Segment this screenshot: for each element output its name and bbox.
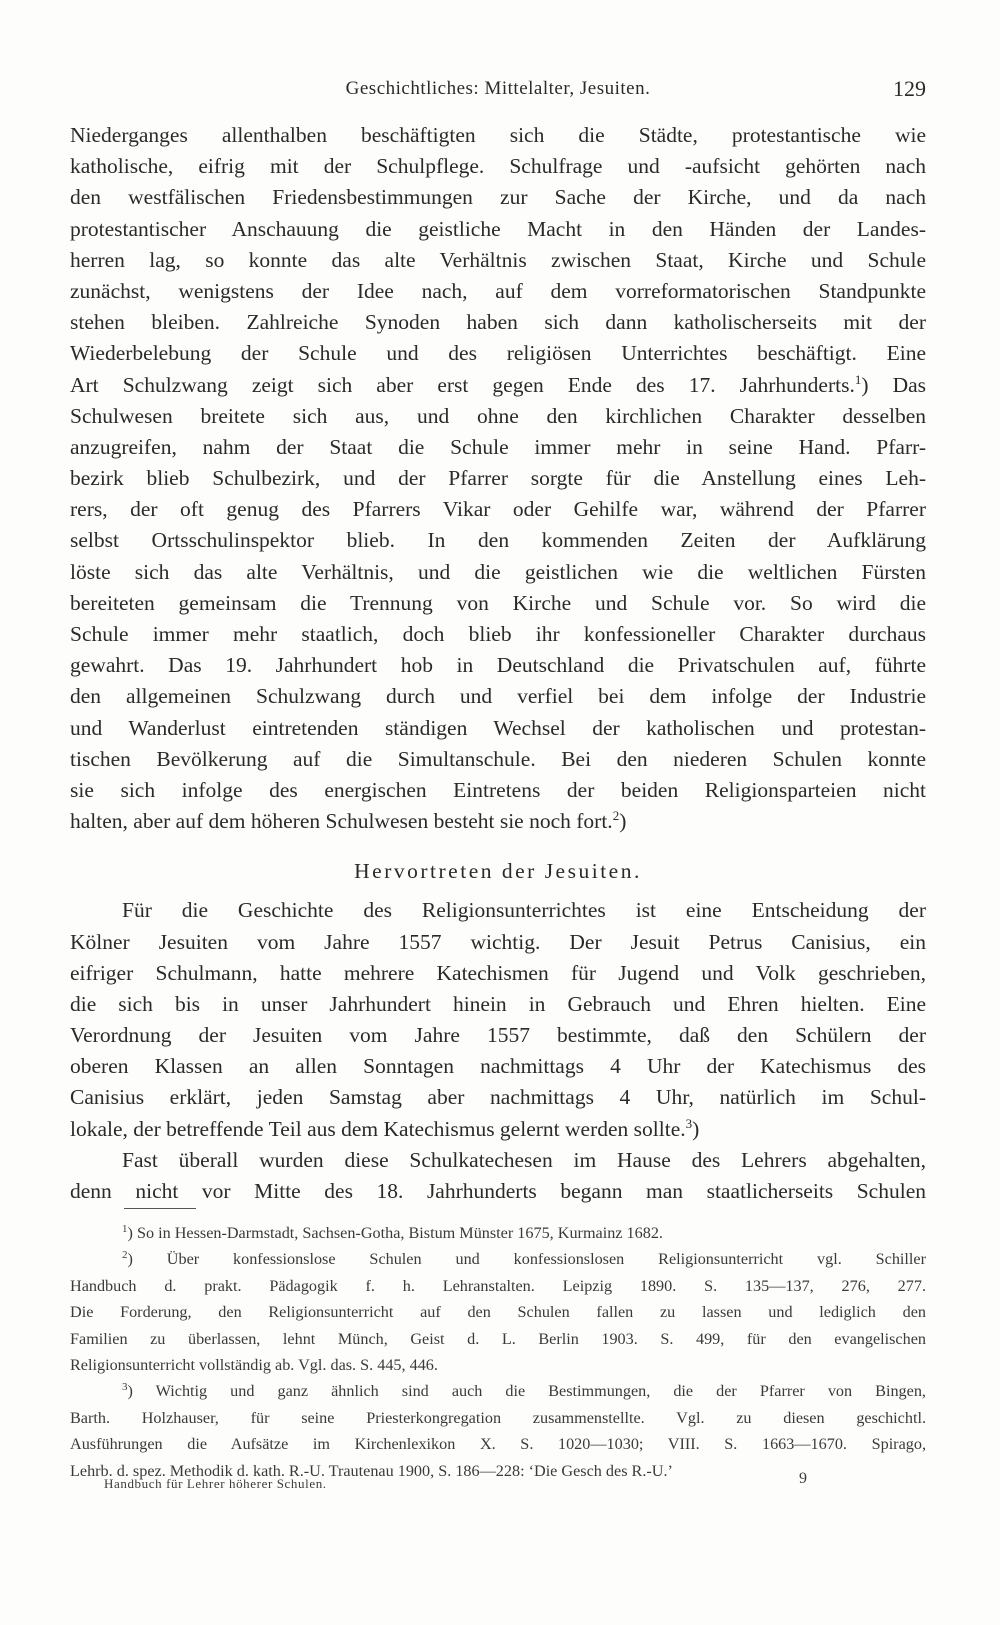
footnote-number: 3 bbox=[122, 1381, 128, 1394]
footnote-line: Familien zu überlassen, lehnt Münch, Geist d. L. Berlin 1903. S. 499, für den evangelischen bbox=[70, 1329, 926, 1348]
text-segment: Art Schulzwang zeigt sich aber erst gegen Ende des 17. Jahrhunderts. bbox=[70, 372, 855, 397]
footnotes bbox=[70, 1220, 926, 1484]
footnote-divider bbox=[124, 1208, 196, 1209]
text-line: tischen Bevölkerung auf die Simultanschule. Bei den niederen Schulen konnte bbox=[70, 746, 926, 771]
text-line: katholische, eifrig mit der Schulpflege. Schulfrage und -aufsicht gehörten nach bbox=[70, 154, 926, 179]
text-line: Verordnung der Jesuiten vom Jahre 1557 bestimmte, daß den Schülern der bbox=[70, 1023, 926, 1048]
footnote-number: 1 bbox=[122, 1223, 128, 1235]
printer-signature: Handbuch für Lehrer höherer Schulen. bbox=[104, 1476, 327, 1491]
text-line: Niederganges allenthalben beschäftigten sich die Städte, protestantische wie bbox=[70, 123, 926, 147]
footnote-line: Religionsunterricht vollständig ab. Vgl. das. S. 445, 446. bbox=[70, 1355, 438, 1374]
text-line: und Wanderlust eintretenden ständigen Wechsel der katholischen und protestan- bbox=[70, 715, 926, 740]
page-number: 129 bbox=[893, 76, 926, 101]
sheet-number: 9 bbox=[799, 1470, 807, 1487]
text-line: den allgemeinen Schulzwang durch und verfiel bei dem infolge der Industrie bbox=[70, 684, 926, 709]
footnote-marker: 2 bbox=[612, 808, 620, 824]
text-line: den westfälischen Friedensbestimmungen zur Sache der Kirche, und da nach bbox=[70, 185, 926, 210]
text-line: bezirk blieb Schulbezirk, und der Pfarrer sorgte für die Anstellung eines Leh- bbox=[70, 466, 926, 491]
text-line: Canisius erklärt, jeden Samstag aber nachmittags 4 Uhr, natürlich im Schul- bbox=[70, 1085, 926, 1110]
text-segment: lokale, der betreffende Teil aus dem Katechismus gelernt werden sollte. bbox=[70, 1116, 686, 1141]
text-line: denn nicht vor Mitte des 18. Jahrhunderts begann man staatlicherseits Schulen bbox=[70, 1179, 926, 1203]
text-line: Kölner Jesuiten vom Jahre 1557 wichtig. Der Jesuit Petrus Canisius, ein bbox=[70, 929, 926, 954]
text-line: zunächst, wenigstens der Idee nach, auf dem vorreformatorischen Standpunkte bbox=[70, 278, 926, 303]
footnote-text: So in Hessen-Darmstadt, Sachsen-Gotha, Bistum Münster 1675, Kurmainz 1682. bbox=[136, 1224, 663, 1242]
footnote-line: Lehrb. d. spez. Methodik d. kath. R.-U. Trautenau 1900, S. 186—228: ‘Die Gesch des R.-U.’ bbox=[70, 1461, 673, 1480]
text-segment: halten, aber auf dem höheren Schulwesen besteht sie noch fort. bbox=[70, 809, 613, 834]
footnote-1: $^1$) So in Hessen-Darmstadt, Sachsen-Gotha, Bistum Münster 1675, Kurmainz 1682. bbox=[122, 1223, 663, 1242]
footnote-line: Ausführungen die Aufsätze im Kirchenlexikon X. S. 1020—1030; VIII. S. 1663—1670. Spirago, bbox=[70, 1435, 926, 1454]
footnote-marker: 3 bbox=[685, 1115, 693, 1131]
text-line: selbst Ortsschulinspektor blieb. In den kommenden Zeiten der Aufklärung bbox=[70, 528, 926, 553]
text-line: herren lag, so konnte das alte Verhältnis zwischen Staat, Kirche und Schule bbox=[70, 247, 926, 272]
text-line: bereiteten gemeinsam die Trennung von Kirche und Schule vor. So wird die bbox=[70, 590, 926, 615]
footnote-marker: 1 bbox=[854, 371, 862, 387]
text-line-with-note: lokale, der betreffende Teil aus dem Katechismus gelernt werden sollte.$^3$) bbox=[70, 1115, 700, 1141]
text-line: Für die Geschichte des Religionsunterrichtes ist eine Entscheidung der bbox=[122, 898, 926, 923]
text-line: Schulwesen breitete sich aus, und ohne den kirchlichen Charakter desselben bbox=[70, 403, 926, 428]
text-line: sie sich infolge des energischen Eintretens der beiden Religionsparteien nicht bbox=[70, 777, 926, 802]
text-line: rers, der oft genug des Pfarrers Vikar oder Gehilfe war, während der Pfarrer bbox=[70, 497, 926, 522]
text-line: die sich bis in unser Jahrhundert hinein in Gebrauch und Ehren hielten. Eine bbox=[70, 991, 926, 1016]
text-line: Fast überall wurden diese Schulkatechesen im Hause des Lehrers abgehalten, bbox=[122, 1147, 926, 1172]
body-text bbox=[70, 120, 926, 1207]
section-heading: Hervortreten der Jesuiten. bbox=[354, 859, 642, 884]
text-line: löste sich das alte Verhältnis, und die geistlichen wie die weltlichen Fürsten bbox=[70, 559, 926, 584]
text-line: Wiederbelebung der Schule und des religiösen Unterrichtes beschäftigt. Eine bbox=[70, 341, 926, 366]
footnote-text: Wichtig und ganz ähnlich sind auch die Bestimmungen, die der Pfarrer von Bingen, bbox=[155, 1382, 926, 1401]
footnote-line: Handbuch d. prakt. Pädagogik f. h. Lehranstalten. Leipzig 1890. S. 135—137, 276, 277. bbox=[70, 1276, 926, 1295]
footnote-text: Über konfessionslose Schulen und konfessionslosen Religionsunterricht vgl. Schiller bbox=[166, 1250, 926, 1269]
text-line: oberen Klassen an allen Sonntagen nachmittags 4 Uhr der Katechismus des bbox=[70, 1054, 926, 1079]
text-line: eifriger Schulmann, hatte mehrere Katechismen für Jugend und Volk geschrieben, bbox=[70, 960, 926, 985]
footnote-3: $^3$) Wichtig und ganz ähnlich sind auch die Bestimmungen, die der Pfarrer von Bingen, bbox=[122, 1381, 926, 1401]
footnote-2: $^2$) Über konfessionslose Schulen und konfessionslosen Religionsunterricht vgl. Schiller bbox=[122, 1249, 926, 1269]
text-line-with-note: Art Schulzwang zeigt sich aber erst gegen Ende des 17. Jahrhunderts.$^1$) Das bbox=[70, 371, 926, 397]
text-line: Schule immer mehr staatlich, doch blieb ihr konfessioneller Charakter durchaus bbox=[70, 622, 926, 646]
footnote-line: Die Forderung, den Religionsunterricht auf den Schulen fallen zu lassen und lediglich den bbox=[70, 1303, 926, 1322]
text-line: anzugreifen, nahm der Staat die Schule immer mehr in seine Hand. Pfarr- bbox=[70, 434, 926, 459]
text-line-with-note: halten, aber auf dem höheren Schulwesen besteht sie noch fort.$^2$) bbox=[70, 808, 627, 834]
running-title: Geschichtliches: Mittelalter, Jesuiten. bbox=[345, 78, 651, 99]
text-line: gewahrt. Das 19. Jahrhundert hob in Deutschland die Privatschulen auf, führte bbox=[70, 653, 926, 678]
footnote-number: 2 bbox=[122, 1249, 128, 1262]
text-line: stehen bleiben. Zahlreiche Synoden haben sich dann katholischerseits mit der bbox=[70, 310, 926, 335]
text-line: protestantischer Anschauung die geistliche Macht in den Händen der Landes- bbox=[70, 216, 926, 241]
text-segment: Das bbox=[892, 372, 926, 397]
running-head bbox=[70, 76, 926, 106]
footnote-line: Barth. Holzhauser, für seine Priesterkongregation zusammenstellte. Vgl. zu diesen geschichtl. bbox=[70, 1408, 926, 1427]
